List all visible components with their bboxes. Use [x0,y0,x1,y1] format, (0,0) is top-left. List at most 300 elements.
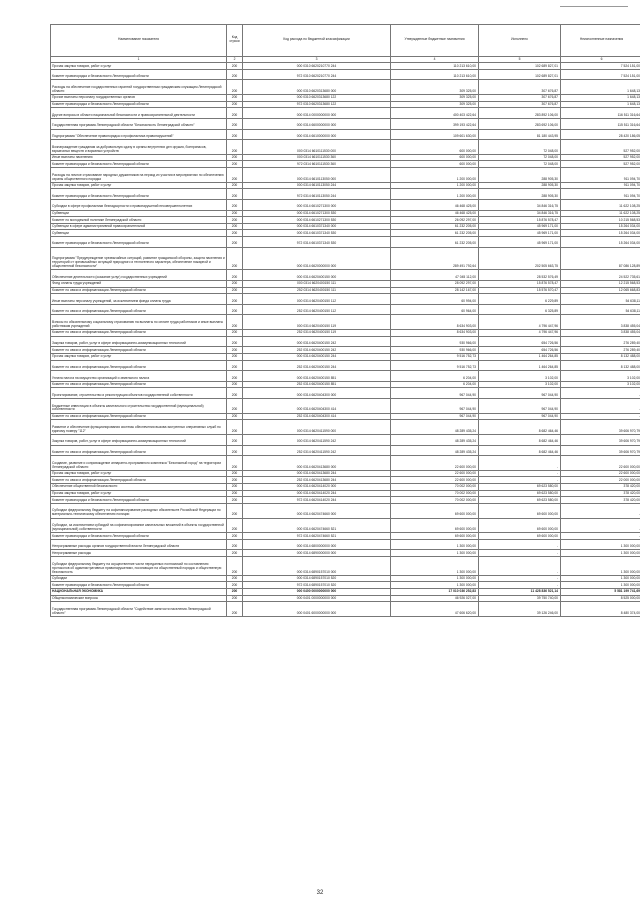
row-unexecuted: - [561,503,640,518]
table-row [51,223,640,230]
row-name: Общеэкономические вопросы [51,595,227,602]
row-unexecuted: 1 300 000,00 [561,550,640,557]
row-classification: 000 0314 6610113050 000 [243,168,391,183]
row-classification: 252 0314 6620400150 119 [243,330,391,337]
column-index: 6 [561,56,640,63]
row-classification: 972 0314 6610111530 360 [243,161,391,168]
column-index: 3 [243,56,391,63]
top-rule [560,6,628,7]
row-approved: 600 000,00 [391,140,479,155]
row-classification: 252 0314 6620400150 851 [243,381,391,388]
row-executed: 6 325,89 [479,304,561,315]
row-unexecuted: 12 215 568,53 [561,280,640,287]
table-row [51,330,640,337]
row-classification: 252 0314 6620400150 111 [243,287,391,294]
table-row [51,108,640,119]
row-code: 200 [227,280,243,287]
row-approved: 930 966,00 [391,347,479,354]
table-row [51,557,640,576]
row-code: 200 [227,371,243,382]
row-classification: 000 0314 6620474660 521 [243,518,391,533]
table-row [51,161,640,168]
row-approved: 61 232 205,00 [391,237,479,248]
row-approved: 309 325,00 [391,101,479,108]
row-classification: 000 0314 6610111530 360 [243,154,391,161]
row-unexecuted: 39 606 970,79 [561,434,640,445]
row-code: 200 [227,315,243,330]
row-name: Закупка товаров, работ, услуг в сфере информационно-коммуникационных технологий [51,336,227,347]
row-unexecuted: 378 420,00 [561,497,640,504]
row-name: Другие вопросы в области национальной безопасности и правоохранительной деятельности [51,108,227,119]
report-page [50,24,640,617]
row-executed: 967 044,90 [479,413,561,420]
row-executed: 15 876 578,47 [479,217,561,224]
row-approved: 967 044,90 [391,399,479,414]
row-code: 200 [227,101,243,108]
row-name: Субсидии федеральному бюджету на софинансирование расходных обязательств Российской Федерации по материально-техническому обеспечению полиции [51,503,227,518]
row-unexecuted: 11 622 108,25 [561,199,640,210]
row-unexecuted: - [561,388,640,399]
row-code: 200 [227,223,243,230]
row-code: 200 [227,118,243,129]
row-executed: 967 044,90 [479,388,561,399]
row-unexecuted: 5 581 199 741,69 [561,588,640,595]
row-executed: 102 689 827,01 [479,69,561,80]
row-name: Бюджетные инвестиции в объекты капитального строительства государственной (муниципальной) собственности [51,399,227,414]
row-name: Закупка товаров, работ, услуг в сфере информационно-коммуникационных технологий [51,434,227,445]
row-name: Субсидии в сфере профилактики безнадзорности и правонарушений несовершеннолетних [51,199,227,210]
row-code: 200 [227,161,243,168]
row-name: Субвенции [51,210,227,217]
row-executed: 654 726,56 [479,336,561,347]
table-row [51,199,640,210]
table-row [51,497,640,504]
row-executed: 39 126 246,00 [479,602,561,617]
row-code: 200 [227,287,243,294]
row-approved: 22 600 000,00 [391,456,479,471]
row-executed: 15 576 570,47 [479,287,561,294]
row-name: Обеспечение деятельности (оказание услуг) государственных учреждений [51,270,227,281]
header-classification: Код расхода по бюджетной классификации [243,25,391,57]
row-unexecuted: 3 838 455,04 [561,330,640,337]
row-classification: 000 0314 6620474660 000 [243,503,391,518]
row-executed: - [479,582,561,589]
row-name: Прочая закупка товаров, работ и услуг [51,470,227,477]
row-unexecuted: - [561,399,640,414]
row-classification: 252 0314 6620411590 242 [243,445,391,456]
row-executed: 6 229,89 [479,294,561,305]
row-executed: 288 905,30 [479,168,561,183]
row-approved: 69 600 000,00 [391,503,479,518]
row-name: Государственная программа Ленинградской области "Содействие занятости населения Ленинградской области" [51,602,227,617]
table-row [51,434,640,445]
row-approved: 47 045 112,00 [391,270,479,281]
row-name: Комитет правопорядка и безопасности Ленинградской области [51,101,227,108]
row-unexecuted: 3 838 455,04 [561,315,640,330]
row-classification: 000 0314 6620404300 414 [243,399,391,414]
row-executed: 288 905,30 [479,182,561,189]
row-code: 200 [227,189,243,200]
table-row [51,399,640,414]
row-classification: 000 0314 6620400150 242 [243,336,391,347]
row-unexecuted: 8 525 000,00 [561,595,640,602]
row-unexecuted: 11 622 108,25 [561,210,640,217]
row-classification: 000 0310 6620313680 122 [243,95,391,102]
row-executed: 69 623 580,00 [479,490,561,497]
row-name: Комитет по связи и информатизации Ленинградской области [51,477,227,484]
row-unexecuted: 8 132 488,00 [561,360,640,371]
table-row [51,230,640,237]
row-code: 200 [227,353,243,360]
row-executed: 72 048,00 [479,161,561,168]
row-executed: 4 796 447,96 [479,315,561,330]
row-code: 200 [227,399,243,414]
row-code: 200 [227,503,243,518]
row-code: 200 [227,388,243,399]
row-approved: 600 000,00 [391,161,479,168]
page-number: 32 [316,890,324,896]
table-row [51,477,640,484]
row-classification: 000 0314 6610271300 530 [243,217,391,224]
row-unexecuted: 28 420 186,05 [561,129,640,140]
row-approved: 600 000,00 [391,154,479,161]
table-row [51,304,640,315]
table-row [51,247,640,270]
row-unexecuted: - [561,533,640,540]
row-executed: 45 969 171,00 [479,223,561,230]
row-unexecuted: 1 300 000,00 [561,539,640,550]
row-classification: 000 0314 6620000000 000 [243,247,391,270]
table-row [51,63,640,70]
row-classification: 000 0314 6800000000 000 [243,539,391,550]
row-name: Субсидии, за исключением субсидий на софинансирование капитальных вложений в объекты государственной (муниципальной) собственности [51,518,227,533]
row-name: Комитет правопорядка и безопасности Ленинградской области [51,69,227,80]
row-executed: 283 692 106,00 [479,118,561,129]
row-executed: 307 676,87 [479,101,561,108]
row-unexecuted: 527 952,00 [561,140,640,155]
row-name: Иные выплаты населению [51,154,227,161]
row-classification: 972 0314 6620474660 521 [243,533,391,540]
row-unexecuted: 22 000 000,00 [561,477,640,484]
row-executed: 72 048,00 [479,140,561,155]
row-code: 200 [227,533,243,540]
row-executed: 34 846 316,75 [479,210,561,217]
header-name: Наименование показателя [51,25,227,57]
row-classification: 000 0314 6620400150 000 [243,270,391,281]
table-row [51,118,640,129]
row-code: 200 [227,445,243,456]
row-unexecuted: 15 264 034,00 [561,237,640,248]
table-header-row [51,25,640,57]
table-row [51,101,640,108]
row-executed: 45 969 171,00 [479,237,561,248]
row-approved: 1 300 000,00 [391,575,479,582]
row-unexecuted: 3 102,00 [561,371,640,382]
row-classification: 000 0314 6620413680 000 [243,456,391,471]
column-index: 1 [51,56,227,63]
row-approved: 69 600 000,00 [391,533,479,540]
row-classification: 000 0314 6610111530 000 [243,140,391,155]
row-code: 200 [227,270,243,281]
row-code: 200 [227,154,243,161]
row-executed: 69 600 000,00 [479,533,561,540]
row-code: 200 [227,199,243,210]
row-unexecuted: - [561,413,640,420]
table-row [51,539,640,550]
table-row [51,388,640,399]
row-approved: 1 300 000,00 [391,539,479,550]
row-name: Непрограммные расходы органов государственной власти Ленинградской области [51,539,227,550]
row-code: 200 [227,575,243,582]
row-classification: 252 0314 6620400150 112 [243,304,391,315]
row-name: Комитет по связи и информатизации Ленинградской области [51,287,227,294]
row-classification: 252 0314 6620400150 244 [243,360,391,371]
row-executed: 72 048,00 [479,154,561,161]
row-code: 200 [227,230,243,237]
row-executed: - [479,456,561,471]
row-code: 200 [227,95,243,102]
table-row [51,270,640,281]
row-approved: 47 606 620,00 [391,602,479,617]
row-code: 200 [227,360,243,371]
table-row [51,210,640,217]
row-classification: 000 0401 6000000000 000 [243,602,391,617]
table-row [51,140,640,155]
row-name: Расходы на личное страхование народных дружинников на период их участия в мероприятиях по обеспечению охраны общественного порядка [51,168,227,183]
table-row [51,503,640,518]
row-approved: 46 468 425,00 [391,199,479,210]
row-approved: 48 289 435,24 [391,434,479,445]
row-code: 200 [227,456,243,471]
row-unexecuted: 22 600 000,00 [561,470,640,477]
row-executed: 202 505 663,75 [479,247,561,270]
row-approved: 289 491 792,64 [391,247,479,270]
row-code: 200 [227,484,243,491]
row-code: 200 [227,588,243,595]
row-name: Государственная программа Ленинградской области "Безопасность Ленинградской области" [51,118,227,129]
row-classification: 000 0314 6620413680 244 [243,470,391,477]
row-unexecuted: 54 638,11 [561,304,640,315]
row-code: 200 [227,182,243,189]
row-unexecuted: 12 065 668,83 [561,287,640,294]
row-approved: 400 403 422,64 [391,108,479,119]
row-name: Субсидии [51,575,227,582]
row-name: Комитет по связи и информатизации Ленинградской области [51,347,227,354]
table-row [51,371,640,382]
row-unexecuted: 8 480 374,00 [561,602,640,617]
row-executed: 8 682 464,46 [479,434,561,445]
row-unexecuted: 911 094,70 [561,182,640,189]
row-executed: 4 796 447,96 [479,330,561,337]
row-name: Комитет правопорядка и безопасности Ленинградской области [51,533,227,540]
row-code: 200 [227,129,243,140]
row-name: Комитет по связи и информатизации Ленинградской области [51,360,227,371]
row-classification: 000 0314 6610113050 244 [243,182,391,189]
row-executed: - [479,470,561,477]
row-executed: 69 600 000,00 [479,518,561,533]
header-unexecuted: Неисполненные назначения [561,25,640,57]
table-row [51,360,640,371]
row-classification: 000 0314 6620400150 119 [243,315,391,330]
row-approved: 967 044,90 [391,388,479,399]
row-approved: 46 468 425,00 [391,210,479,217]
row-name: Обеспечение общественной безопасности [51,484,227,491]
row-classification: 000 0314 6620400150 111 [243,280,391,287]
row-name: Расходы на обеспечение государственных гарантий государственным гражданским служащим Ленинградской области [51,80,227,95]
row-approved: 61 232 205,00 [391,230,479,237]
row-name: Комитет по связи и информатизации Ленинградской области [51,413,227,420]
row-approved: 8 634 903,00 [391,330,479,337]
row-unexecuted: 527 952,00 [561,154,640,161]
row-code: 200 [227,168,243,183]
row-code: 200 [227,434,243,445]
table-row [51,490,640,497]
row-approved: 22 600 000,00 [391,477,479,484]
row-classification: 972 0314 6620414020 244 [243,497,391,504]
row-executed: - [479,557,561,576]
row-classification: 000 0314 6620411590 000 [243,420,391,435]
row-approved: 110 213 610,00 [391,63,479,70]
row-classification: 000 0401 0000000000 000 [243,595,391,602]
row-approved: 6 204,00 [391,371,479,382]
row-executed: - [479,539,561,550]
row-approved: 1 200 000,00 [391,168,479,183]
row-name: Прочая закупка товаров, работ и услуг [51,63,227,70]
row-code: 200 [227,210,243,217]
row-code: 200 [227,539,243,550]
table-row [51,294,640,305]
table-row [51,217,640,224]
row-executed: 967 044,90 [479,399,561,414]
row-name: Комитет правопорядка и безопасности Ленинградской области [51,237,227,248]
row-executed: 69 600 000,00 [479,503,561,518]
table-row [51,336,640,347]
table-row [51,69,640,80]
row-executed: - [479,477,561,484]
row-classification: 000 0314 6610271300 530 [243,210,391,217]
row-approved: 70 002 000,00 [391,497,479,504]
row-name: Прочая закупка товаров, работ и услуг [51,182,227,189]
row-approved: 110 213 610,00 [391,69,479,80]
row-classification: 000 0314 6600000000 000 [243,118,391,129]
row-approved: 60 964,00 [391,304,479,315]
row-unexecuted: 378 420,00 [561,490,640,497]
table-row [51,182,640,189]
row-executed: 15 876 578,47 [479,280,561,287]
row-classification: 000 0314 6620414020 244 [243,490,391,497]
table-row [51,413,640,420]
row-executed: 3 102,00 [479,371,561,382]
row-unexecuted: 1 300 000,00 [561,575,640,582]
table-row [51,347,640,354]
row-unexecuted: 39 606 970,79 [561,420,640,435]
row-classification: 000 0314 6610271300 000 [243,199,391,210]
table-row [51,588,640,595]
row-executed: 102 689 827,01 [479,63,561,70]
row-classification: 000 0314 6890157010 520 [243,575,391,582]
table-row [51,237,640,248]
row-executed: 1 464 264,85 [479,360,561,371]
row-classification: 000 0314 6620400150 244 [243,353,391,360]
row-approved: 1 200 000,00 [391,189,479,200]
row-classification: 000 0314 6890157010 000 [243,557,391,576]
row-name: Иные выплаты персоналу учреждений, за исключением фонда оплаты труда [51,294,227,305]
row-approved: 9 516 752,73 [391,360,479,371]
column-index: 4 [391,56,479,63]
row-classification: 972 0314 6610371340 530 [243,237,391,248]
row-approved: 1 200 000,00 [391,182,479,189]
row-name: Комитет по связи и информатизации Ленинградской области [51,304,227,315]
row-unexecuted: 1 300 000,00 [561,582,640,589]
row-approved: 930 966,00 [391,336,479,347]
table-row [51,129,640,140]
row-name: Комитет по связи и информатизации Ленинградской области [51,445,227,456]
table-row [51,582,640,589]
row-name: Взносы по обязательному социальному страхованию на выплаты по оплате труда работников и иные выплаты работникам учреждений [51,315,227,330]
row-unexecuted: 1 648,13 [561,101,640,108]
table-row [51,381,640,388]
row-code: 200 [227,595,243,602]
row-code: 200 [227,63,243,70]
row-classification: 000 0314 6620404300 000 [243,388,391,399]
row-unexecuted: 1 300 000,00 [561,557,640,576]
row-executed: 307 676,87 [479,80,561,95]
row-name: Непрограммные расходы [51,550,227,557]
row-code: 200 [227,550,243,557]
row-classification: 000 0310 6620210770 244 [243,63,391,70]
row-unexecuted: 1 648,13 [561,95,640,102]
table-row [51,484,640,491]
row-approved: 26 092 297,00 [391,217,479,224]
row-name: Развитие и обеспечение функционирования системы обеспечения вызова экстренных оперативных служб по единому номеру "112" [51,420,227,435]
row-approved: 48 289 435,24 [391,420,479,435]
row-approved: 70 002 000,00 [391,484,479,491]
row-executed: 69 623 580,00 [479,497,561,504]
row-approved: 70 002 000,00 [391,490,479,497]
row-classification: 972 0314 6890157010 520 [243,582,391,589]
table-row [51,189,640,200]
row-name: Комитет правопорядка и безопасности Ленинградской области [51,497,227,504]
row-code: 200 [227,217,243,224]
row-code: 200 [227,304,243,315]
table-row [51,445,640,456]
row-classification: 000 0400 0000000000 000 [243,588,391,595]
row-approved: 22 600 000,00 [391,470,479,477]
row-code: 200 [227,518,243,533]
row-executed: 8 682 464,46 [479,445,561,456]
row-approved: 9 516 752,73 [391,353,479,360]
row-executed: 39 750 740,00 [479,595,561,602]
row-unexecuted: 7 524 151,00 [561,69,640,80]
row-classification: 000 0314 6620411590 242 [243,434,391,445]
row-classification: 000 0314 6610371340 000 [243,223,391,230]
row-unexecuted: 10 215 568,53 [561,217,640,224]
column-index-row [51,56,640,63]
row-approved: 17 010 036 252,83 [391,588,479,595]
row-unexecuted: - [561,518,640,533]
row-name: Уплата налога на имущество организаций и земельного налога [51,371,227,382]
row-code: 200 [227,490,243,497]
row-classification: 252 0314 6620400150 242 [243,347,391,354]
row-code: 200 [227,140,243,155]
row-code: 200 [227,582,243,589]
row-approved: 61 232 205,00 [391,223,479,230]
row-unexecuted: 15 264 034,00 [561,223,640,230]
row-approved: 1 300 000,00 [391,582,479,589]
row-name: Субвенции в сфере административной правоохранительной [51,223,227,230]
row-approved: 46 926 027,00 [391,595,479,602]
row-unexecuted: 276 289,40 [561,347,640,354]
